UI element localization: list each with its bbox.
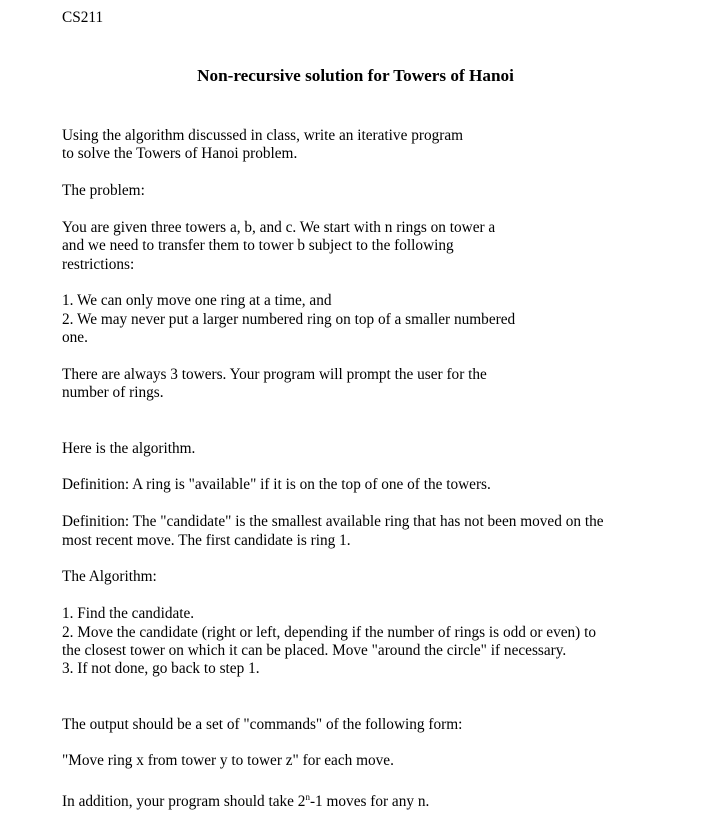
problem-line-2: and we need to transfer them to tower b subject to the following bbox=[62, 237, 454, 254]
output-intro: The output should be a set of "commands" of the following form: bbox=[62, 716, 463, 733]
course-code: CS211 bbox=[62, 9, 104, 26]
definition-available: Definition: A ring is "available" if it is on the top of one of the towers. bbox=[62, 476, 491, 493]
algorithm-heading: The Algorithm: bbox=[62, 568, 157, 585]
algorithm-step-3: 3. If not done, go back to step 1. bbox=[62, 660, 260, 677]
problem-line-3: restrictions: bbox=[62, 256, 135, 273]
towers-note-line-2: number of rings. bbox=[62, 384, 164, 401]
towers-note-line-1: There are always 3 towers. Your program will prompt the user for the bbox=[62, 366, 487, 383]
algorithm-intro: Here is the algorithm. bbox=[62, 440, 196, 457]
command-format: "Move ring x from tower y to tower z" for each move. bbox=[62, 752, 394, 769]
closing-text-before: In addition, your program should take 2 bbox=[62, 793, 306, 810]
closing-line bbox=[62, 793, 429, 811]
intro-line-1: Using the algorithm discussed in class, write an iterative program bbox=[62, 127, 464, 144]
exponent-superscript: n bbox=[305, 792, 310, 802]
algorithm-step-2: 2. Move the candidate (right or left, depending if the number of rings is odd or even) to bbox=[62, 624, 596, 641]
problem-heading: The problem: bbox=[62, 182, 145, 199]
problem-line-1: You are given three towers a, b, and c. We start with n rings on tower a bbox=[62, 219, 496, 236]
restriction-line-3: one. bbox=[62, 329, 88, 346]
algorithm-step-2-continued: the closest tower on which it can be placed. Move "around the circle" if necessary. bbox=[62, 642, 567, 659]
definition-candidate-line-1: Definition: The "candidate" is the smallest available ring that has not been moved on the bbox=[62, 513, 604, 530]
algorithm-step-1: 1. Find the candidate. bbox=[62, 605, 195, 622]
closing-text-after: -1 moves for any n. bbox=[309, 793, 430, 810]
restriction-line-1: 1. We can only move one ring at a time, and bbox=[62, 292, 332, 309]
restriction-line-2: 2. We may never put a larger numbered ring on top of a smaller numbered bbox=[62, 311, 516, 328]
page-title: Non-recursive solution for Towers of Hanoi bbox=[197, 66, 514, 85]
intro-line-2: to solve the Towers of Hanoi problem. bbox=[62, 145, 298, 162]
definition-candidate-line-2: most recent move. The first candidate is ring 1. bbox=[62, 532, 351, 549]
